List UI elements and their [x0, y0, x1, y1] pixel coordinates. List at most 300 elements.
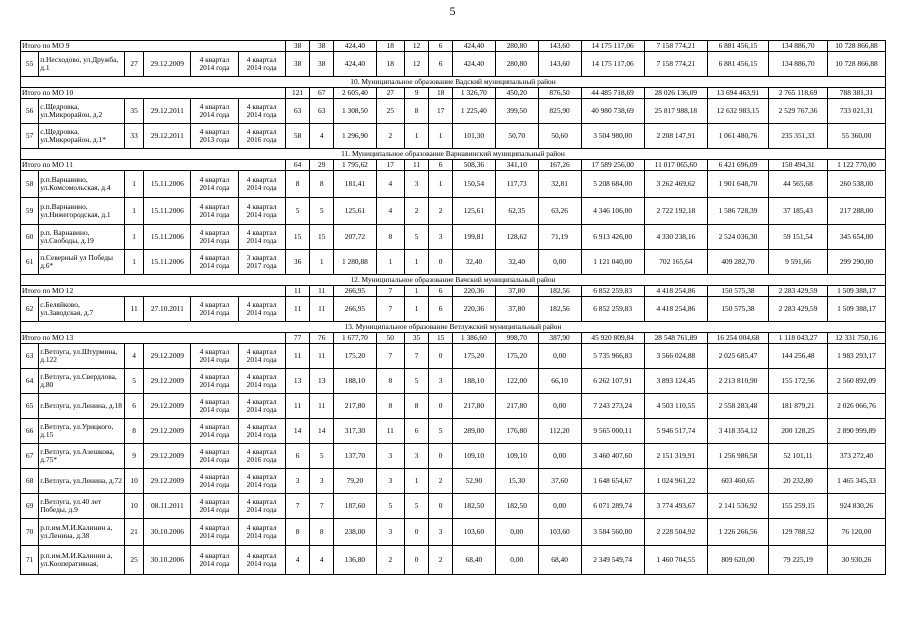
total-flats-total: 17 [376, 160, 404, 171]
total-residents-total: 77 [285, 333, 310, 344]
total-flats-total: 50 [376, 333, 404, 344]
cell-flats-total: 7 [376, 344, 404, 369]
cell-address: г.Ветлуга, ул.Ленина, д.18 [39, 394, 125, 419]
cell-area-resettled: 217,80 [452, 394, 495, 419]
total-cost-total: 17 589 256,00 [581, 160, 644, 171]
cell-doc-date: 15.11.2006 [144, 171, 191, 198]
total-cost-region: 16 254 004,68 [707, 333, 768, 344]
total-area-resettled: 424,40 [452, 41, 495, 52]
table-row [21, 444, 886, 469]
total-flats-municipal: 15 [429, 333, 453, 344]
cell-address: с.Щедровка, ул.Микрорайон, д.2 [39, 99, 125, 124]
cell-flats-private: 2 [404, 198, 429, 225]
cell-doc-number: 33 [124, 124, 143, 149]
cell-end-quarter: 4 квартал 2014 года [238, 546, 285, 575]
cell-cost-region: 409 282,70 [707, 250, 768, 275]
cell-cost-region: 2 524 036,30 [707, 225, 768, 250]
cell-address: р.п. Варнавино, ул.Свободы, д.19 [39, 225, 125, 250]
cell-start-quarter: 4 квартал 2014 года [191, 419, 238, 444]
cell-doc-number: 1 [124, 171, 143, 198]
cell-row-number: 63 [21, 344, 39, 369]
cell-flats-private: 8 [404, 99, 429, 124]
cell-residents-total: 4 [285, 546, 310, 575]
cell-flats-total: 25 [376, 99, 404, 124]
cell-cost-local: 155 259,15 [769, 494, 828, 519]
cell-area-resettled: 188,10 [452, 369, 495, 394]
total-flats-private: 9 [404, 88, 429, 99]
cell-residents-resettled: 3 [310, 469, 334, 494]
total-residents-total: 38 [285, 41, 310, 52]
cell-area-resettled: 101,30 [452, 124, 495, 149]
cell-start-quarter: 4 квартал 2013 года [191, 124, 238, 149]
cell-area-resettled: 220,36 [452, 297, 495, 322]
cell-cost-total: 2 349 549,74 [581, 546, 644, 575]
cell-cost-local: 37 185,43 [769, 198, 828, 225]
cell-cost-local: 44 565,68 [769, 171, 828, 198]
cell-cost-local: 20 232,80 [769, 469, 828, 494]
total-cost-fund: 28 026 136,09 [644, 88, 707, 99]
cell-row-number: 61 [21, 250, 39, 275]
cell-cost-local: 155 172,56 [769, 369, 828, 394]
cell-cost-local: 2 283 429,59 [769, 297, 828, 322]
cell-end-quarter: 4 квартал 2014 года [238, 369, 285, 394]
cell-area-private: 175,20 [495, 344, 538, 369]
total-cost-total: 6 852 259,83 [581, 286, 644, 297]
cell-doc-number: 10 [124, 469, 143, 494]
total-area-total: 266,95 [334, 286, 377, 297]
total-flats-municipal: 6 [429, 160, 453, 171]
cell-area-total: 1 308,50 [334, 99, 377, 124]
cell-residents-resettled: 63 [310, 99, 334, 124]
cell-residents-resettled: 14 [310, 419, 334, 444]
cell-doc-date: 29.12.2009 [144, 344, 191, 369]
cell-area-total: 79,20 [334, 469, 377, 494]
cell-area-private: 0,00 [495, 546, 538, 575]
cell-cost-region: 603 460,65 [707, 469, 768, 494]
cell-residents-resettled: 4 [310, 546, 334, 575]
cell-residents-total: 58 [285, 124, 310, 149]
cell-area-private: 50,70 [495, 124, 538, 149]
table-row [21, 52, 886, 77]
cell-row-number: 69 [21, 494, 39, 519]
cell-area-municipal: 32,81 [538, 171, 581, 198]
cell-doc-date: 08.11.2011 [144, 494, 191, 519]
cell-cost-fund: 25 817 988,18 [644, 99, 707, 124]
cell-flats-municipal: 1 [429, 171, 453, 198]
cell-area-private: 117,73 [495, 171, 538, 198]
cell-doc-date: 27.10.2011 [144, 297, 191, 322]
cell-residents-total: 5 [285, 198, 310, 225]
cell-doc-number: 1 [124, 225, 143, 250]
cell-flats-municipal: 6 [429, 52, 453, 77]
cell-flats-private: 7 [404, 344, 429, 369]
cell-cost-local: 59 151,54 [769, 225, 828, 250]
cell-address: г.Ветлуга, ул.Свердлова, д.80 [39, 369, 125, 394]
cell-start-quarter: 4 квартал 2014 года [191, 171, 238, 198]
cell-area-municipal: 0,00 [538, 444, 581, 469]
total-label: Итого по МО 9 [21, 41, 286, 52]
cell-area-resettled: 199,81 [452, 225, 495, 250]
cell-residents-resettled: 5 [310, 198, 334, 225]
total-label: Итого по МО 10 [21, 88, 286, 99]
cell-start-quarter: 4 квартал 2014 года [191, 297, 238, 322]
cell-area-private: 15,30 [495, 469, 538, 494]
cell-area-resettled: 289,00 [452, 419, 495, 444]
cell-flats-private: 1 [404, 469, 429, 494]
cell-flats-total: 3 [376, 469, 404, 494]
cell-area-resettled: 103,60 [452, 519, 495, 546]
table-row [21, 394, 886, 419]
cell-end-quarter: 3 квартал 2017 года [238, 250, 285, 275]
cell-area-total: 188,10 [334, 369, 377, 394]
total-area-municipal: 387,90 [538, 333, 581, 344]
cell-area-total: 137,70 [334, 444, 377, 469]
cell-doc-number: 10 [124, 494, 143, 519]
cell-flats-total: 2 [376, 546, 404, 575]
cell-start-quarter: 4 квартал 2014 года [191, 250, 238, 275]
cell-residents-total: 8 [285, 519, 310, 546]
total-cost-region: 150 575,38 [707, 286, 768, 297]
total-area-resettled: 1 326,70 [452, 88, 495, 99]
cell-cost-region: 6 881 456,15 [707, 52, 768, 77]
cell-row-number: 58 [21, 171, 39, 198]
cell-end-quarter: 4 квартал 2014 года [238, 225, 285, 250]
cell-flats-municipal: 2 [429, 198, 453, 225]
cell-flats-municipal: 0 [429, 394, 453, 419]
cell-area-private: 399,50 [495, 99, 538, 124]
cell-cost-extra: 733 021,31 [827, 99, 885, 124]
cell-doc-number: 21 [124, 519, 143, 546]
total-area-private: 37,80 [495, 286, 538, 297]
cell-flats-private: 5 [404, 225, 429, 250]
cell-flats-total: 8 [376, 369, 404, 394]
cell-doc-number: 27 [124, 52, 143, 77]
total-area-private: 341,10 [495, 160, 538, 171]
cell-area-municipal: 66,10 [538, 369, 581, 394]
cell-cost-extra: 76 120,00 [827, 519, 885, 546]
cell-cost-total: 5 208 684,00 [581, 171, 644, 198]
cell-area-total: 1 280,88 [334, 250, 377, 275]
cell-cost-extra: 1 465 345,33 [827, 469, 885, 494]
cell-area-municipal: 825,90 [538, 99, 581, 124]
cell-doc-number: 5 [124, 369, 143, 394]
cell-area-private: 109,10 [495, 444, 538, 469]
cell-area-resettled: 68,40 [452, 546, 495, 575]
cell-cost-total: 14 175 117,06 [581, 52, 644, 77]
cell-cost-region: 2 558 283,48 [707, 394, 768, 419]
cell-flats-municipal: 0 [429, 344, 453, 369]
total-cost-extra: 1 509 388,17 [827, 286, 885, 297]
section-heading: 11. Муниципальное образование Варнавинский муниципальный район [21, 149, 886, 160]
total-label: Итого по МО 12 [21, 286, 286, 297]
cell-cost-total: 1 121 040,00 [581, 250, 644, 275]
cell-row-number: 62 [21, 297, 39, 322]
cell-area-resettled: 32,40 [452, 250, 495, 275]
total-label: Итого по МО 11 [21, 160, 286, 171]
cell-doc-date: 29.12.2009 [144, 369, 191, 394]
cell-flats-municipal: 1 [429, 124, 453, 149]
cell-address: п.Северный ул Победы д.6* [39, 250, 125, 275]
cell-cost-region: 3 418 354,12 [707, 419, 768, 444]
cell-cost-extra: 1 983 293,17 [827, 344, 885, 369]
cell-address: с.Щедровка, ул.Микрорайон, д.1* [39, 124, 125, 149]
cell-residents-resettled: 5 [310, 444, 334, 469]
total-row [21, 88, 886, 99]
total-cost-local: 150 494,31 [769, 160, 828, 171]
cell-residents-resettled: 8 [310, 171, 334, 198]
total-residents-resettled: 29 [310, 160, 334, 171]
cell-area-private: 217,80 [495, 394, 538, 419]
total-cost-fund: 7 158 774,21 [644, 41, 707, 52]
cell-cost-extra: 55 360,00 [827, 124, 885, 149]
cell-flats-total: 2 [376, 124, 404, 149]
cell-flats-total: 4 [376, 171, 404, 198]
cell-area-private: 32,40 [495, 250, 538, 275]
cell-address: г.Ветлуга, ул.Ленина, д.72 [39, 469, 125, 494]
cell-area-private: 37,80 [495, 297, 538, 322]
cell-flats-municipal: 5 [429, 419, 453, 444]
cell-doc-date: 29.12.2009 [144, 52, 191, 77]
cell-start-quarter: 4 квартал 2014 года [191, 344, 238, 369]
table-row [21, 546, 886, 575]
cell-residents-total: 11 [285, 297, 310, 322]
cell-area-total: 317,30 [334, 419, 377, 444]
cell-flats-municipal: 2 [429, 469, 453, 494]
cell-cost-region: 2 025 685,47 [707, 344, 768, 369]
cell-area-municipal: 0,00 [538, 494, 581, 519]
cell-row-number: 65 [21, 394, 39, 419]
cell-residents-total: 15 [285, 225, 310, 250]
cell-flats-municipal: 0 [429, 494, 453, 519]
cell-cost-local: 200 128,25 [769, 419, 828, 444]
table-row [21, 419, 886, 444]
cell-address: г.Ветлуга, ул.40 лет Победы, д.9 [39, 494, 125, 519]
total-area-total: 424,40 [334, 41, 377, 52]
cell-cost-extra: 373 272,40 [827, 444, 885, 469]
cell-cost-fund: 2 208 147,91 [644, 124, 707, 149]
total-cost-extra: 788 381,31 [827, 88, 885, 99]
cell-row-number: 60 [21, 225, 39, 250]
total-area-resettled: 508,36 [452, 160, 495, 171]
cell-end-quarter: 4 квартал 2014 года [238, 198, 285, 225]
cell-row-number: 71 [21, 546, 39, 575]
total-area-resettled: 220,36 [452, 286, 495, 297]
total-label: Итого по МО 13 [21, 333, 286, 344]
table-row [21, 225, 886, 250]
cell-cost-total: 6 852 259,83 [581, 297, 644, 322]
cell-cost-total: 7 243 273,24 [581, 394, 644, 419]
cell-cost-total: 3 460 407,60 [581, 444, 644, 469]
cell-residents-total: 11 [285, 394, 310, 419]
cell-doc-number: 8 [124, 419, 143, 444]
cell-end-quarter: 4 квартал 2014 года [238, 394, 285, 419]
cell-cost-fund: 5 946 517,74 [644, 419, 707, 444]
cell-cost-extra: 217 288,00 [827, 198, 885, 225]
cell-start-quarter: 4 квартал 2014 года [191, 469, 238, 494]
cell-residents-total: 11 [285, 344, 310, 369]
total-area-private: 450,20 [495, 88, 538, 99]
cell-area-municipal: 112,20 [538, 419, 581, 444]
total-area-municipal: 143,60 [538, 41, 581, 52]
cell-start-quarter: 4 квартал 2014 года [191, 394, 238, 419]
cell-area-resettled: 424,40 [452, 52, 495, 77]
cell-doc-number: 11 [124, 297, 143, 322]
cell-start-quarter: 4 квартал 2014 года [191, 99, 238, 124]
cell-residents-total: 38 [285, 52, 310, 77]
cell-residents-total: 3 [285, 469, 310, 494]
cell-cost-local: 129 788,52 [769, 519, 828, 546]
total-area-private: 998,70 [495, 333, 538, 344]
total-row [21, 41, 886, 52]
cell-cost-extra: 2 560 892,09 [827, 369, 885, 394]
table-row [21, 124, 886, 149]
cell-area-resettled: 109,10 [452, 444, 495, 469]
cell-doc-date: 29.12.2009 [144, 394, 191, 419]
cell-cost-fund: 1 460 704,55 [644, 546, 707, 575]
cell-area-resettled: 52,90 [452, 469, 495, 494]
cell-flats-total: 18 [376, 52, 404, 77]
cell-flats-municipal: 0 [429, 250, 453, 275]
cell-doc-date: 15.11.2006 [144, 225, 191, 250]
cell-row-number: 55 [21, 52, 39, 77]
cell-residents-total: 8 [285, 171, 310, 198]
cell-cost-total: 6 262 107,91 [581, 369, 644, 394]
cell-cost-region: 150 575,38 [707, 297, 768, 322]
table-row [21, 519, 886, 546]
cell-doc-date: 15.11.2006 [144, 198, 191, 225]
cell-row-number: 57 [21, 124, 39, 149]
cell-cost-region: 1 061 480,76 [707, 124, 768, 149]
cell-start-quarter: 4 квартал 2014 года [191, 546, 238, 575]
cell-area-municipal: 0,00 [538, 344, 581, 369]
cell-doc-date: 29.12.2009 [144, 419, 191, 444]
cell-area-municipal: 50,60 [538, 124, 581, 149]
cell-area-municipal: 0,00 [538, 394, 581, 419]
cell-cost-extra: 10 728 866,88 [827, 52, 885, 77]
cell-cost-fund: 2 151 319,91 [644, 444, 707, 469]
total-cost-region: 6 421 696,09 [707, 160, 768, 171]
cell-flats-municipal: 6 [429, 297, 453, 322]
cell-address: г.Ветлуга, ул.Азешкова, д.75* [39, 444, 125, 469]
total-flats-total: 18 [376, 41, 404, 52]
cell-address: р.п.им.М.И.Калинин а, ул.Ленина, д.38 [39, 519, 125, 546]
total-flats-private: 1 [404, 286, 429, 297]
cell-cost-region: 2 141 536,92 [707, 494, 768, 519]
cell-doc-number: 1 [124, 198, 143, 225]
cell-cost-local: 134 886,70 [769, 52, 828, 77]
cell-area-municipal: 71,19 [538, 225, 581, 250]
cell-cost-fund: 1 024 961,22 [644, 469, 707, 494]
cell-cost-local: 181 879,21 [769, 394, 828, 419]
total-residents-resettled: 67 [310, 88, 334, 99]
total-cost-total: 44 485 718,69 [581, 88, 644, 99]
cell-cost-local: 52 101,11 [769, 444, 828, 469]
cell-cost-extra: 260 538,00 [827, 171, 885, 198]
cell-row-number: 68 [21, 469, 39, 494]
cell-cost-region: 1 901 648,70 [707, 171, 768, 198]
total-area-private: 280,80 [495, 41, 538, 52]
cell-area-municipal: 143,60 [538, 52, 581, 77]
cell-doc-number: 25 [124, 546, 143, 575]
total-cost-local: 2 283 429,59 [769, 286, 828, 297]
cell-cost-extra: 924 830,26 [827, 494, 885, 519]
cell-cost-fund: 702 165,64 [644, 250, 707, 275]
cell-doc-date: 30.10.2006 [144, 519, 191, 546]
cell-start-quarter: 4 квартал 2014 года [191, 519, 238, 546]
cell-area-private: 62,35 [495, 198, 538, 225]
table-row [21, 250, 886, 275]
cell-end-quarter: 4 квартал 2014 года [238, 344, 285, 369]
cell-cost-fund: 4 418 254,86 [644, 297, 707, 322]
cell-cost-fund: 2 722 192,18 [644, 198, 707, 225]
cell-cost-local: 235 351,33 [769, 124, 828, 149]
cell-doc-date: 29.12.2009 [144, 444, 191, 469]
cell-cost-fund: 4 330 238,16 [644, 225, 707, 250]
cell-area-total: 238,00 [334, 519, 377, 546]
cell-area-municipal: 37,60 [538, 469, 581, 494]
cell-flats-private: 5 [404, 494, 429, 519]
cell-area-municipal: 182,56 [538, 297, 581, 322]
cell-flats-private: 5 [404, 369, 429, 394]
total-cost-extra: 1 122 770,00 [827, 160, 885, 171]
cell-area-resettled: 182,50 [452, 494, 495, 519]
cell-area-private: 280,80 [495, 52, 538, 77]
cell-area-total: 136,80 [334, 546, 377, 575]
cell-address: р.п.им.М.И.Калинин а, ул.Кооперативная, [39, 546, 125, 575]
cell-end-quarter: 4 квартал 2016 года [238, 444, 285, 469]
cell-row-number: 56 [21, 99, 39, 124]
total-area-total: 1 795,62 [334, 160, 377, 171]
table-row [21, 469, 886, 494]
cell-residents-total: 7 [285, 494, 310, 519]
cell-row-number: 70 [21, 519, 39, 546]
cell-flats-municipal: 3 [429, 519, 453, 546]
cell-residents-resettled: 15 [310, 225, 334, 250]
cell-residents-resettled: 7 [310, 494, 334, 519]
cell-area-private: 122,00 [495, 369, 538, 394]
cell-area-municipal: 103,60 [538, 519, 581, 546]
resettlement-register-table [20, 40, 886, 575]
cell-flats-total: 3 [376, 519, 404, 546]
cell-address: г.Ветлуга, ул.Штурмина, д.122 [39, 344, 125, 369]
page-number: 5 [449, 4, 456, 18]
cell-doc-date: 15.11.2006 [144, 250, 191, 275]
total-cost-total: 14 175 117,06 [581, 41, 644, 52]
cell-area-total: 181,41 [334, 171, 377, 198]
cell-area-municipal: 68,40 [538, 546, 581, 575]
cell-start-quarter: 4 квартал 2014 года [191, 444, 238, 469]
cell-flats-private: 0 [404, 519, 429, 546]
cell-area-total: 175,20 [334, 344, 377, 369]
cell-area-total: 187,60 [334, 494, 377, 519]
total-row [21, 333, 886, 344]
cell-cost-total: 1 648 654,67 [581, 469, 644, 494]
cell-address: р.п.Варнавино, ул.Нижегородская, д.1 [39, 198, 125, 225]
cell-cost-total: 6 913 426,00 [581, 225, 644, 250]
table-row [21, 171, 886, 198]
cell-cost-extra: 2 026 066,76 [827, 394, 885, 419]
cell-residents-resettled: 13 [310, 369, 334, 394]
cell-doc-date: 29.12.2011 [144, 124, 191, 149]
total-area-total: 1 677,70 [334, 333, 377, 344]
cell-end-quarter: 4 квартал 2014 года [238, 494, 285, 519]
cell-flats-total: 8 [376, 225, 404, 250]
cell-address: с.Беляйково, ул.Заводская, д.7 [39, 297, 125, 322]
cell-address: г.Ветлуга, ул.Урицкого, д.15 [39, 419, 125, 444]
total-flats-total: 7 [376, 286, 404, 297]
cell-residents-resettled: 11 [310, 344, 334, 369]
cell-flats-private: 1 [404, 124, 429, 149]
